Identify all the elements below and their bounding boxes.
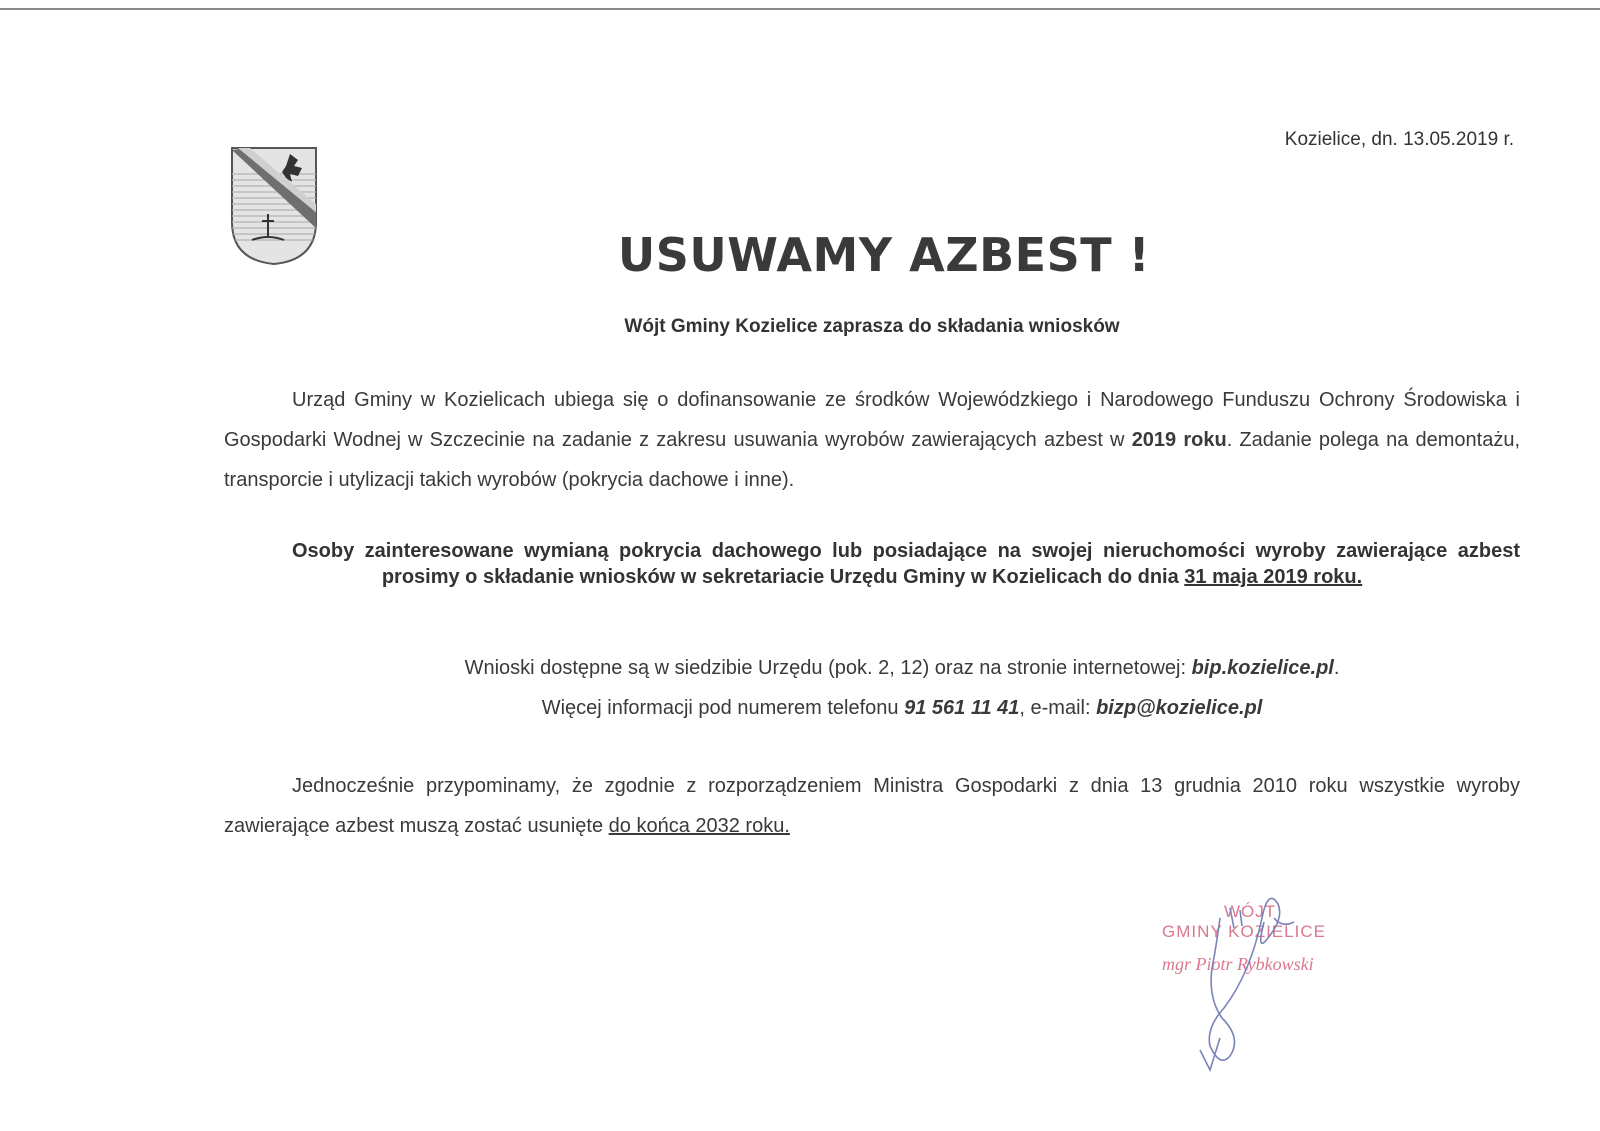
scan-edge — [0, 8, 1600, 10]
paragraph-funding-year: 2019 roku — [1131, 429, 1227, 451]
paragraph-contact — [224, 648, 1520, 728]
paragraph-funding-text-2: . Zadanie polega na demontażu, transporcie i utylizacji takich wyrobów (pokrycia dachowe i inne). — [224, 429, 1521, 491]
contact-text-1-end: . — [1333, 657, 1340, 679]
removal-deadline: do końca 2032 roku. — [608, 815, 790, 837]
paragraph-reminder — [224, 766, 1520, 846]
official-stamp — [1150, 878, 1450, 1078]
document-date: Kozielice, dn. 13.05.2019 r. — [1284, 129, 1514, 150]
paragraph-funding — [224, 380, 1520, 500]
stamp-title: WÓJT — [1224, 902, 1277, 921]
paragraph-application-text: Osoby zainteresowane wymianą pokrycia dachowego lub posiadające na swojej nieruchomości wyroby zawierające azbest prosimy o składanie wniosków w sekretariacie Urzędu Gminy w Kozielicach do dnia — [292, 540, 1520, 588]
page-title: USUWAMY AZBEST ! — [617, 228, 1151, 282]
stamp-name: mgr Piotr Rybkowski — [1162, 954, 1314, 974]
signature-mark — [1150, 878, 1450, 1078]
contact-text-2-mid: , e-mail: — [1019, 697, 1097, 719]
contact-text-2: Więcej informacji pod numerem telefonu — [541, 697, 905, 719]
contact-text-1: Wnioski dostępne są w siedzibie Urzędu (pok. 2, 12) oraz na stronie internetowej: — [464, 657, 1192, 679]
subtitle: Wójt Gminy Kozielice zaprasza do składania wniosków — [624, 316, 1120, 337]
email-link[interactable]: bizp@kozielice.pl — [1096, 697, 1263, 719]
paragraph-funding-text-1: Urząd Gminy w Kozielicach ubiega się o dofinansowanie ze środków Wojewódzkiego i Narodowego Funduszu Ochrony Środowiska i Gospodarki Wodnej w Szczecinie na zadanie z zakresu usuwania wyrobów zawierających azbest w — [224, 389, 1520, 451]
paragraph-application — [224, 538, 1520, 590]
application-deadline: 31 maja 2019 roku. — [1184, 566, 1363, 588]
website-link[interactable]: bip.kozielice.pl — [1191, 657, 1334, 679]
phone-number: 91 561 11 41 — [904, 697, 1020, 719]
paragraph-reminder-text: Jednocześnie przypominamy, że zgodnie z rozporządzeniem Ministra Gospodarki z dnia 13 grudnia 2010 roku wszystkie wyroby zawierające azbest muszą zostać usunięte — [224, 775, 1520, 837]
stamp-office: GMINY KOZIELICE — [1162, 922, 1326, 941]
